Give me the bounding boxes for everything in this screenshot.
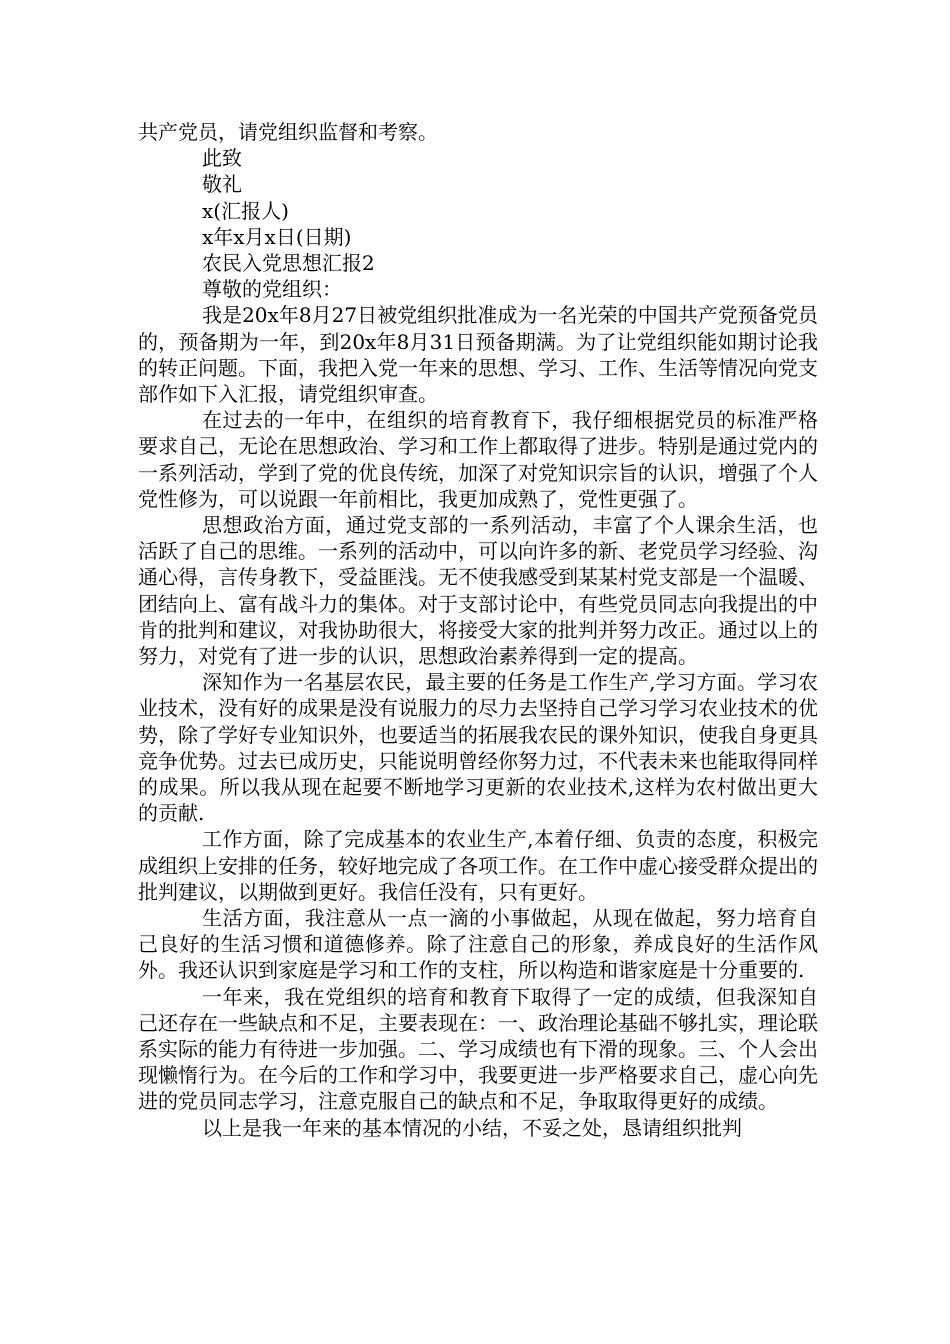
paragraph-5: 工作方面，除了完成基本的农业生产,本着仔细、负责的态度，积极完成组织上安排的任务，较好地完成了各项工作。在工作中虚心接受群众提出的批判建议，以期做到更好。我信任没有，只有更好。 [138, 827, 818, 904]
greeting: 尊敬的党组织： [202, 277, 342, 302]
reporter-name: x(汇报人) [202, 198, 289, 223]
paragraph-7: 一年来，我在党组织的培育和教育下取得了一定的成绩，但我深知自己还存在一些缺点和不足，主要表现在：一、政治理论基础不够扎实，理论联系实际的能力有待进一步加强。二、学习成绩也有下滑的现象。三、个人会出现懒惰行为。在今后的工作和学习中，我要更进一步严格要求自己，虚心向先进的党员同志学习，注意克服自己的缺点和不足，争取取得更好的成绩。 [138, 984, 818, 1114]
section-title: 农民入党思想汇报2 [202, 250, 375, 275]
paragraph-6: 生活方面，我注意从一点一滴的小事做起，从现在做起，努力培育自己良好的生活习惯和道德修养。除了注意自己的形象，养成良好的生活作风外。我还认识到家庭是学习和工作的支柱，所以构造和谐家庭是十分重要的. [138, 905, 818, 983]
paragraph-2: 在过去的一年中，在组织的培育教育下，我仔细根据党员的标准严格要求自己，无论在思想政治、学习和工作上都取得了进步。特别是通过党内的一系列活动，学到了党的优良传统，加深了对党知识宗旨的认识，增强了个人党性修为，可以说跟一年前相比，我更加成熟了，党性更强了。 [138, 408, 818, 511]
paragraph-3: 思想政治方面，通过党支部的一系列活动，丰富了个人课余生活，也活跃了自己的思维。一系列的活动中，可以向许多的新、老党员学习经验、沟通心得，言传身教下，受益匪浅。无不使我感受到某某村党支部是一个温暖、团结向上、富有战斗力的集体。对于支部讨论中，有些党员同志向我提出的中肯的批判和建议，对我协助很大，将接受大家的批判并努力改正。通过以上的努力，对党有了进一步的认识，思想政治素养得到一定的提高。 [138, 512, 818, 668]
document-body [138, 119, 818, 1141]
salutation-cizhi: 此致 [202, 146, 242, 171]
paragraph-8: 以上是我一年来的基本情况的小结，不妥之处，恳请组织批判 [202, 1115, 742, 1140]
closing-sentence: 共产党员，请党组织监督和考察。 [138, 120, 438, 144]
report-date: x年x月x日(日期) [202, 224, 352, 249]
paragraph-1: 我是20x年8月27日被党组织批准成为一名光荣的中国共产党预备党员的，预备期为一年，到20x年8月31日预备期满。为了让党组织能如期讨论我的转正问题。下面，我把入党一年来的思想、学习、工作、生活等情况向党支部作如下入汇报，请党组织审查。 [138, 303, 818, 406]
salutation-jingli: 敬礼 [202, 172, 242, 197]
paragraph-4: 深知作为一名基层农民，最主要的任务是工作生产,学习方面。学习农业技术，没有好的成果是没有说服力的尽力去坚持自己学习学习农业技术的优势，除了学好专业知识外，也要适当的拓展我农民的课外知识，使我自身更具竞争优势。过去已成历史，只能说明曾经你努力过，不代表未来也能取得同样的成果。所以我从现在起要不断地学习更新的农业技术,这样为农村做出更大的贡献. [138, 670, 818, 826]
